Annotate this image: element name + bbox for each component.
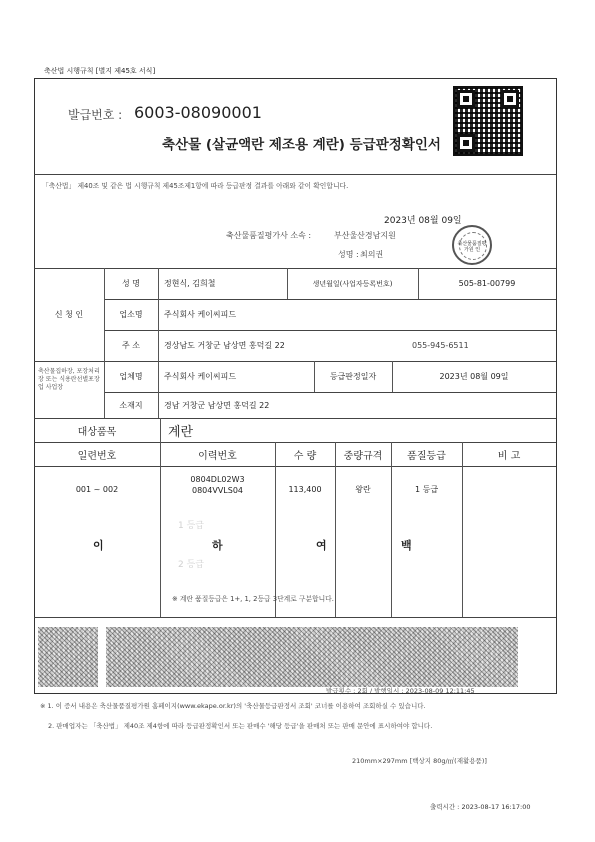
header-serial: 일련번호 (77, 450, 117, 462)
print-time: 출력시간 : 2023-08-17 16:17:00 (430, 803, 531, 811)
qr-finder-icon (457, 90, 475, 108)
facility-company-label: 업체명 (119, 372, 143, 381)
grading-date-label: 등급판정일자 (329, 372, 377, 381)
row-grade: 1 등급 (414, 484, 439, 494)
row-weight: 왕란 (355, 484, 371, 494)
redacted-area (38, 627, 98, 687)
facility-company: 주식회사 케이씨피드 (164, 372, 237, 381)
statement: 「축산법」 제40조 및 같은 법 시행규칙 제45조제1항에 따라 등급판정 결과를 아래와 같이 확인합니다. (42, 182, 349, 190)
target-label: 대상품목 (77, 426, 117, 438)
form-header: 축산법 시행규칙 [별지 제45호 서식] (44, 67, 156, 75)
facility-address-label: 소재지 (119, 400, 143, 410)
row-trace-numbers (160, 474, 275, 496)
issuer-org: 부산울산경남지원 (334, 231, 396, 240)
qr-finder-icon (501, 90, 519, 108)
footnote-2: 2. 판매업자는 「축산법」 제40조 제4항에 따라 등급판정확인서 또는 판매수 '해당 등급'을 판매처 또는 판매 문안에 표시하여야 합니다. (48, 722, 433, 730)
footnote-1: ※ 1. 이 증서 내용은 축산물품질평가원 홈페이지(www.ekape.or.kr)의 '축산물등급판정서 조회' 코너를 이용하여 조회하실 수 있습니다. (40, 702, 426, 710)
row-quantity: 113,400 (288, 484, 322, 494)
paper-spec: 210mm×297mm [백상지 80g/㎡(재활용품)] (352, 757, 487, 765)
row-note (462, 472, 556, 506)
print-info: 발급횟수 : 2회 / 발행일시 : 2023-08-09 12:11:45 (326, 687, 475, 695)
document-title: 축산물 (살균액란 제조용 계란) 등급판정확인서 (162, 137, 441, 153)
applicant-company: 주식회사 케이씨피드 (164, 310, 237, 319)
header-note: 비 고 (497, 450, 521, 462)
name-value: 최의권 (360, 250, 384, 259)
grading-date: 2023년 08월 09일 (439, 372, 509, 381)
blank-mark: 여 (316, 539, 327, 552)
ghost-grade: 1 등급 (178, 521, 204, 531)
issuer-label: 축산물품질평가사 소속 : (226, 231, 312, 240)
official-seal-icon: 축산물품질평가원 인 (452, 225, 492, 265)
birth-value: 505-81-00799 (458, 279, 516, 288)
company-label: 업소명 (119, 310, 143, 319)
birth-label: 생년월일(사업자등록번호) (312, 279, 393, 288)
applicant-name: 정현식, 김희철 (164, 279, 216, 288)
issue-date: 2023년 08월 09일 (384, 216, 462, 226)
applicant-section-label: 신 청 인 (54, 310, 84, 319)
address-label: 주 소 (122, 341, 140, 350)
issue-number-label: 발급번호 : (68, 108, 123, 122)
facility-section-label: 축산물집하장, 포장처리장 또는 식용란선별포장업 사업장 (38, 368, 100, 391)
table-note: ※ 계란 품질등급은 1+, 1, 2등급 3단계로 구분합니다. (172, 595, 334, 603)
redacted-area (106, 627, 518, 687)
trace-number-2: 0804VVLS04 (191, 486, 244, 495)
divider (34, 174, 556, 175)
header-weight-spec: 중량규격 (343, 450, 383, 462)
trace-number-1: 0804DL02W3 (190, 475, 245, 484)
applicant-address: 경상남도 거창군 남상면 홍덕길 22 (164, 341, 285, 350)
ghost-grade: 2 등급 (178, 560, 204, 570)
name-label: 성명 : (338, 250, 359, 259)
applicant-phone: 055-945-6511 (412, 341, 469, 350)
applicant-name-label: 성 명 (122, 279, 140, 288)
blank-mark: 백 (401, 539, 412, 552)
header-quantity: 수 량 (293, 450, 317, 462)
header-trace-number: 이력번호 (198, 450, 237, 462)
facility-address: 경남 거창군 남상면 홍덕길 22 (164, 400, 270, 410)
blank-mark: 하 (212, 539, 223, 552)
header-quality-grade: 품질등급 (407, 450, 446, 462)
blank-mark: 이 (93, 539, 104, 552)
row-serial: 001 ~ 002 (75, 484, 119, 494)
target-value: 계란 (168, 424, 194, 440)
issue-number: 6003-08090001 (134, 103, 262, 122)
